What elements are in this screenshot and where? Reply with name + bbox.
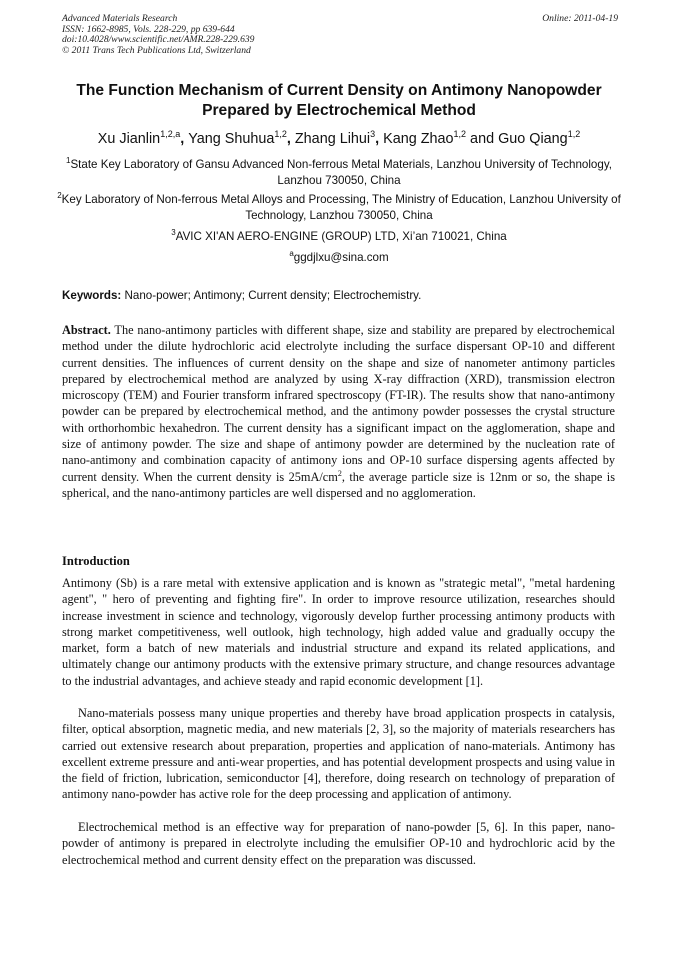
email-address[interactable]: ggdjlxu@sina.com xyxy=(293,251,389,264)
author-affiliation-sup: 3 xyxy=(370,129,376,139)
author-affiliation-sup: 1,2 xyxy=(567,129,581,139)
author-name: Kang Zhao xyxy=(383,131,454,147)
section-heading-introduction: Introduction xyxy=(62,554,130,568)
issn-line: ISSN: 1662-8985, Vols. 228-229, pp 639-644 xyxy=(62,23,235,35)
affiliation-sup: 3 xyxy=(171,228,176,237)
author-email[interactable] xyxy=(56,250,622,266)
affiliation-text: AVIC XI'AN AERO-ENGINE (GROUP) LTD, Xi’an 710021, China xyxy=(175,230,507,243)
author-name: Yang Shuhua xyxy=(188,131,275,147)
author-affiliation-sup: 1,2 xyxy=(453,129,467,139)
intro-paragraph-3: Electrochemical method is an effective way for preparation of nano-powder [5, 6]. In this paper, nano-powder of antimony is prepared in electrolyte including the emulsifier OP-10 and hydrochloric acid by the electrochemical method and current density effect on the preparation was discussed. xyxy=(62,820,615,867)
abstract-label: Abstract. xyxy=(62,323,111,337)
author-name: Xu Jianlin xyxy=(97,131,161,147)
online-date: Online: 2011-04-19 xyxy=(542,13,618,24)
affiliation-sup: 1 xyxy=(65,156,71,165)
title-line-2: Prepared by Electrochemical Method xyxy=(202,102,476,119)
copyright-line: © 2011 Trans Tech Publications Ltd, Switzerland xyxy=(62,44,251,56)
author-separator: , xyxy=(375,131,384,147)
keywords xyxy=(62,288,618,304)
author-affiliation-sup: 1,2,a xyxy=(160,129,181,139)
affiliation-text: Key Laboratory of Non-ferrous Metal Alloys and Processing, The Ministry of Education, Lanzhou University of Technology, Lanzhou 730050, China xyxy=(61,193,621,222)
author-name: Zhang Lihui xyxy=(294,131,371,147)
doi-line: doi:10.4028/www.scientific.net/AMR.228-229.639 xyxy=(62,34,255,46)
author-name: Guo Qiang xyxy=(498,131,568,147)
journal-name: Advanced Materials Research xyxy=(62,13,178,24)
author-list xyxy=(40,130,638,148)
affiliation-sup: 2 xyxy=(57,191,62,200)
author-separator: , xyxy=(180,131,189,147)
author-separator: and xyxy=(466,131,499,147)
title-line-1: The Function Mechanism of Current Density on Antimony Nanopowder xyxy=(76,82,602,99)
intro-paragraph-1: Antimony (Sb) is a rare metal with extensive application and is known as "strategic metal", "metal hardening agent", " hero of preventing and fighting fire". In order to improve resource utilization, researches should increase investment in science and technology, vigorously develop further processing antimony products with strong market competitiveness, well outlook, high technology, high added value and gradually occupy the market, form a batch of new materials and industrial structure and expand its related applications, and ultimately change our antimony products with the extensive primary structure, and change resources advantage to the industrial advantages, and achieve steady and rapid economic development [1]. xyxy=(62,576,615,688)
keywords-text: Nano-power; Antimony; Current density; Electrochemistry. xyxy=(121,289,422,302)
affiliation-3 xyxy=(56,229,622,245)
abstract-text-end: , the average particle size is 12nm or so, the shape is spherical, and the nano-antimony particles are well dispersed and no agglomeration. xyxy=(62,469,615,500)
affiliation-1 xyxy=(56,157,622,189)
author-separator: , xyxy=(286,131,295,147)
keywords-label: Keywords: xyxy=(62,289,122,302)
intro-paragraph-2: Nano-materials possess many unique properties and thereby have broad application prospects in catalysis, filter, optical absorption, magnetic media, and new materials [2, 3], so the majority of materials researchers has carried out extensive research about preparation, properties and application of nano-materials. Antimony has excellent extreme pressure and anti-wear properties, and has potential development prospects and using value in the field of friction, lubrication, semiconductor [4], therefore, doing research on technology of preparation of antimony nano-powder has active role for the deep processing and application of antimony. xyxy=(62,706,615,802)
affiliation-text: State Key Laboratory of Gansu Advanced Non-ferrous Metal Materials, Lanzhou University of Technology, Lanzhou 730050, China xyxy=(70,158,612,187)
abstract xyxy=(62,322,615,501)
running-header xyxy=(62,14,618,56)
author-affiliation-sup: 1,2 xyxy=(274,129,287,139)
abstract-unit-sup: 2 xyxy=(337,468,342,478)
affiliation-2 xyxy=(56,192,622,224)
paper-title xyxy=(50,81,628,121)
abstract-text: The nano-antimony particles with different shape, size and stability are prepared by electrochemical method under the dilute hydrochloric acid electrolyte including the surface dispersant OP-10 and different current densities. The influences of current density on the shape and size of nanometer antimony particles prepared by electrochemical method are analyzed by using X-ray diffraction (XRD), transmission electron microscopy (TEM) and Fourier transform infrared spectroscopy (FT-IR). The results show that nano-antimony powder can be prepared by electrochemical method, and the antimony powder possesses the crystal structure with orthorhombic hexahedron. The current density has a significant impact on the agglomeration, shape and size of antimony powder. The size and shape of antimony powder are determined by the nucleation rate of nano-antimony and combination capacity of antimony ions and OP-10 surface dispersing agents affected by current density. When the current density is 25mA/cm xyxy=(62,323,615,484)
email-sup: a xyxy=(289,249,294,258)
